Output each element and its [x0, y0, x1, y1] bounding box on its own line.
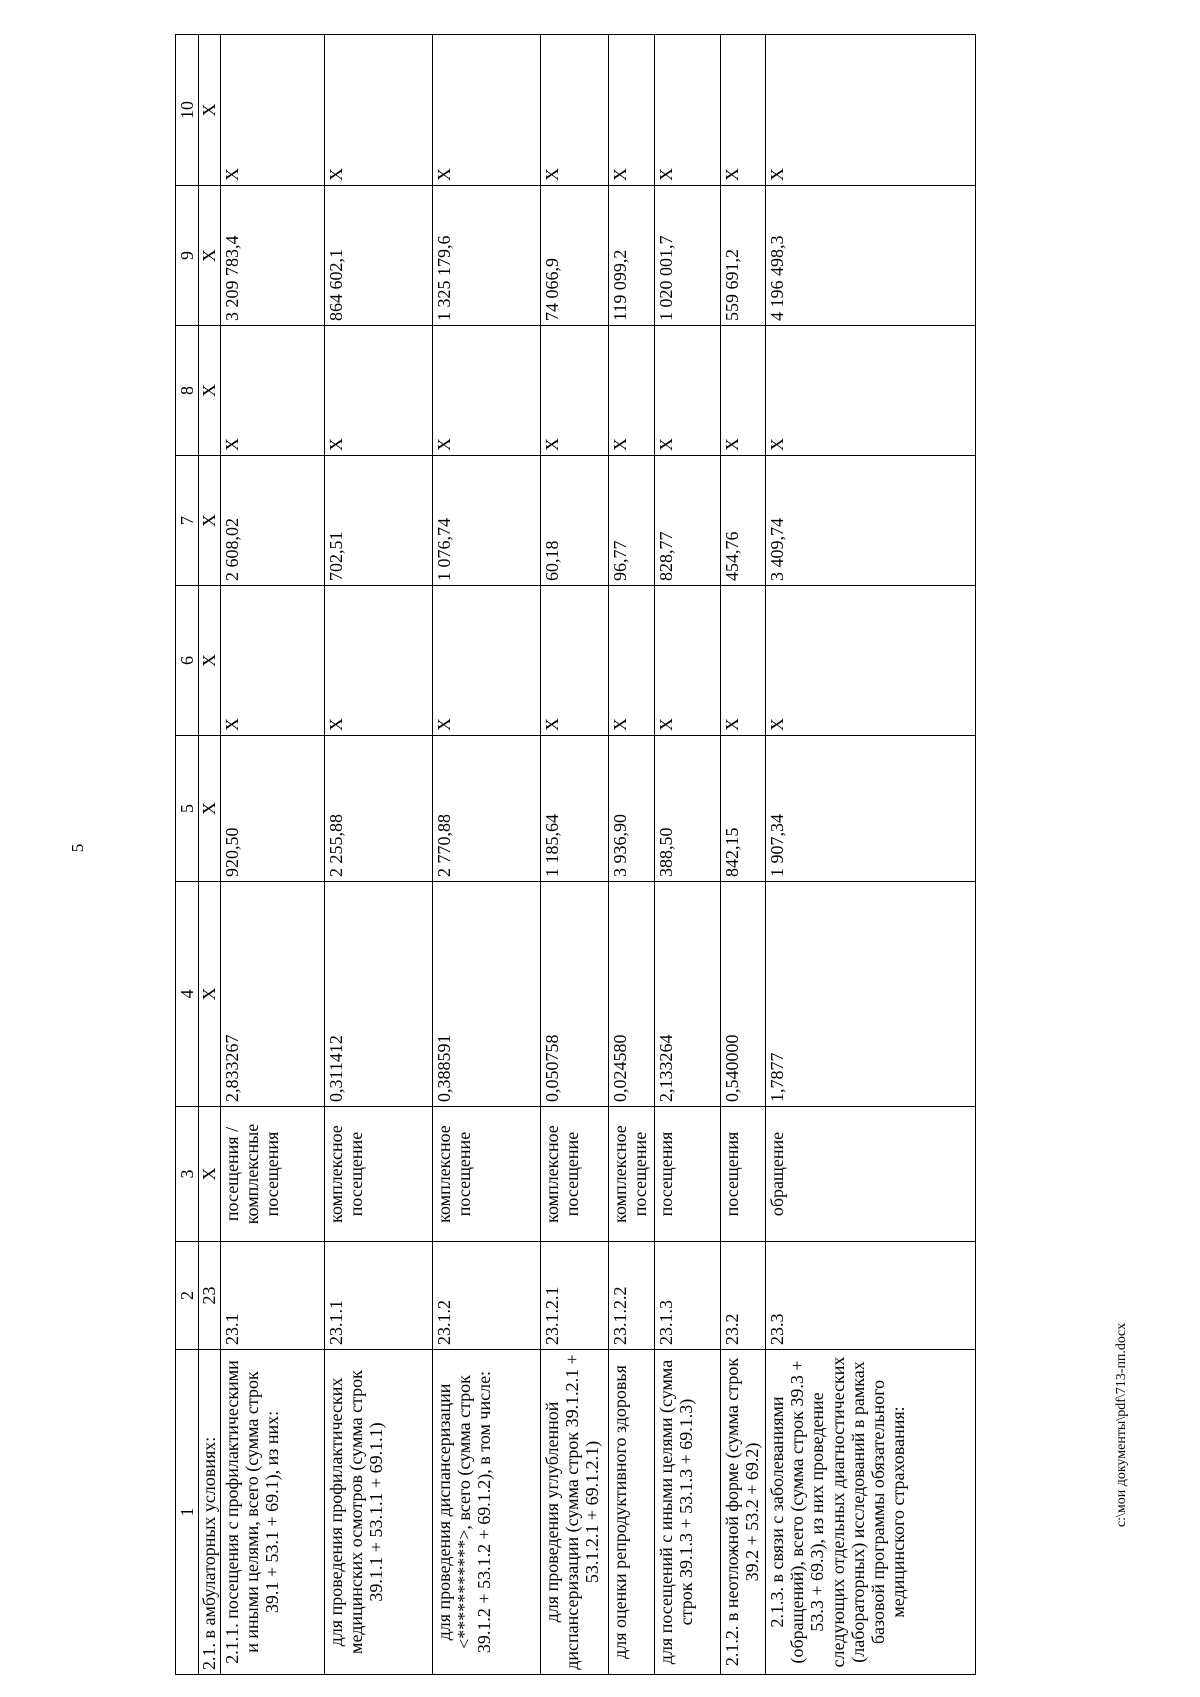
- rotated-table-wrapper: [175, 35, 1025, 1675]
- table-cell: X: [721, 35, 766, 186]
- table-cell: 0,540000: [721, 882, 766, 1107]
- table-cell: 1 325 179,6: [433, 186, 541, 326]
- table-cell: комплексное посещение: [433, 1107, 541, 1242]
- table-cell: 0,024580: [609, 882, 655, 1107]
- table-cell: 702,51: [325, 456, 433, 586]
- table-cell: 0,050758: [541, 882, 609, 1107]
- row-label-cell: для проведения диспансеризации <***********>, всего (сумма строк 39.1.2 + 53.1.2 + 69.1.2), в том числе:: [433, 1350, 541, 1675]
- table-cell: 1,7877: [766, 882, 976, 1107]
- table-cell: X: [766, 35, 976, 186]
- table-row: [609, 35, 655, 1675]
- table-cell: 454,76: [721, 456, 766, 586]
- header-cell: 10: [176, 35, 199, 186]
- table-cell: 4 196 498,3: [766, 186, 976, 326]
- table-cell: 23: [199, 1242, 221, 1350]
- table-row: [541, 35, 609, 1675]
- table-cell: X: [541, 586, 609, 736]
- header-cell: 9: [176, 186, 199, 326]
- table-cell: X: [221, 586, 325, 736]
- table-cell: 23.3: [766, 1242, 976, 1350]
- table-cell: 1 907,34: [766, 736, 976, 882]
- table-cell: X: [199, 35, 221, 186]
- table-cell: 388,50: [655, 736, 721, 882]
- header-cell: 2: [176, 1242, 199, 1350]
- table-cell: посещения: [655, 1107, 721, 1242]
- table-cell: 23.2: [721, 1242, 766, 1350]
- table-cell: X: [199, 326, 221, 456]
- table-cell: 920,50: [221, 736, 325, 882]
- table-cell: X: [199, 736, 221, 882]
- table-cell: X: [325, 326, 433, 456]
- row-label-cell: 2.1. в амбулаторных условиях:: [199, 1350, 221, 1675]
- table-row: [655, 35, 721, 1675]
- table-cell: X: [433, 586, 541, 736]
- table-cell: X: [766, 326, 976, 456]
- table-cell: 2 255,88: [325, 736, 433, 882]
- header-cell: 4: [176, 882, 199, 1107]
- table-cell: X: [199, 882, 221, 1107]
- table-cell: X: [199, 456, 221, 586]
- header-cell: 1: [176, 1350, 199, 1675]
- table-cell: X: [721, 586, 766, 736]
- data-table: [175, 34, 976, 1675]
- table-cell: 0,311412: [325, 882, 433, 1107]
- table-cell: 1 185,64: [541, 736, 609, 882]
- table-cell: 23.1.2: [433, 1242, 541, 1350]
- table-cell: X: [541, 326, 609, 456]
- header-cell: 7: [176, 456, 199, 586]
- footer-file-path: c:\мои документы\pdf\713-пп.docx: [1114, 1322, 1129, 1528]
- table-cell: 23.1.1: [325, 1242, 433, 1350]
- header-cell: 5: [176, 736, 199, 882]
- table-cell: 3 209 783,4: [221, 186, 325, 326]
- row-label-cell: для оценки репродуктивного здоровья: [609, 1350, 655, 1675]
- table-cell: X: [655, 586, 721, 736]
- table-cell: 842,15: [721, 736, 766, 882]
- table-cell: 1 076,74: [433, 456, 541, 586]
- row-label-cell: для проведения углубленной диспансеризации (сумма строк 39.1.2.1 + 53.1.2.1 + 69.1.2.1): [541, 1350, 609, 1675]
- header-cell: 8: [176, 326, 199, 456]
- table-cell: X: [199, 186, 221, 326]
- table-cell: 828,77: [655, 456, 721, 586]
- table-cell: 23.1.2.1: [541, 1242, 609, 1350]
- table-cell: X: [655, 326, 721, 456]
- table-cell: 2,133264: [655, 882, 721, 1107]
- table-cell: посещения /комплексные посещения: [221, 1107, 325, 1242]
- table-cell: комплексное посещение: [325, 1107, 433, 1242]
- table-cell: X: [433, 35, 541, 186]
- table-row: [721, 35, 766, 1675]
- table-cell: 60,18: [541, 456, 609, 586]
- table-cell: 2 770,88: [433, 736, 541, 882]
- table-cell: комплексное посещение: [541, 1107, 609, 1242]
- header-cell: 3: [176, 1107, 199, 1242]
- table-cell: 119 099,2: [609, 186, 655, 326]
- row-label-cell: 2.1.3. в связи с заболеваниями (обращений), всего (сумма строк 39.3 + 53.3 + 69.3), из них проведение следующих отдельных диагностических (лабораторных) исследований в рамках базовой программы обязательного медицинского страхования:: [766, 1350, 976, 1675]
- table-cell: 23.1.3: [655, 1242, 721, 1350]
- table-cell: X: [609, 326, 655, 456]
- table-cell: X: [199, 586, 221, 736]
- table-cell: X: [433, 326, 541, 456]
- header-cell: 6: [176, 586, 199, 736]
- row-label-cell: для посещений с иными целями (сумма строк 39.1.3 + 53.1.3 + 69.1.3): [655, 1350, 721, 1675]
- table-row: [433, 35, 541, 1675]
- table-cell: X: [766, 586, 976, 736]
- table-row: [199, 35, 221, 1675]
- table-cell: X: [655, 35, 721, 186]
- table-cell: X: [721, 326, 766, 456]
- row-label-cell: 2.1.1. посещения с профилактическими и иными целями, всего (сумма строк 39.1 + 53.1 + 69.1), из них:: [221, 1350, 325, 1675]
- table-row: [325, 35, 433, 1675]
- row-label-cell: для проведения профилактических медицинских осмотров (сумма строк 39.1.1 + 53.1.1 + 69.1.1): [325, 1350, 433, 1675]
- table-cell: 864 602,1: [325, 186, 433, 326]
- table-cell: X: [221, 326, 325, 456]
- table-cell: X: [325, 586, 433, 736]
- table-cell: X: [541, 35, 609, 186]
- table-cell: 2 608,02: [221, 456, 325, 586]
- table-cell: 2,833267: [221, 882, 325, 1107]
- table-cell: 74 066,9: [541, 186, 609, 326]
- table-cell: X: [609, 35, 655, 186]
- table-cell: 23.1: [221, 1242, 325, 1350]
- table-row: [221, 35, 325, 1675]
- row-label-cell: 2.1.2. в неотложной форме (сумма строк 39.2 + 53.2 + 69.2): [721, 1350, 766, 1675]
- table-cell: X: [325, 35, 433, 186]
- table-cell: 559 691,2: [721, 186, 766, 326]
- table-cell: 23.1.2.2: [609, 1242, 655, 1350]
- table-cell: 0,388591: [433, 882, 541, 1107]
- header-row: [176, 35, 199, 1675]
- table-cell: X: [609, 586, 655, 736]
- table-cell: обращение: [766, 1107, 976, 1242]
- table-cell: 3 409,74: [766, 456, 976, 586]
- table-cell: X: [199, 1107, 221, 1242]
- table-cell: посещения: [721, 1107, 766, 1242]
- table-cell: 3 936,90: [609, 736, 655, 882]
- table-cell: 96,77: [609, 456, 655, 586]
- page-number: 5: [68, 843, 87, 853]
- table-cell: 1 020 001,7: [655, 186, 721, 326]
- table-cell: X: [221, 35, 325, 186]
- table-row: [766, 35, 976, 1675]
- table-cell: комплексное посещение: [609, 1107, 655, 1242]
